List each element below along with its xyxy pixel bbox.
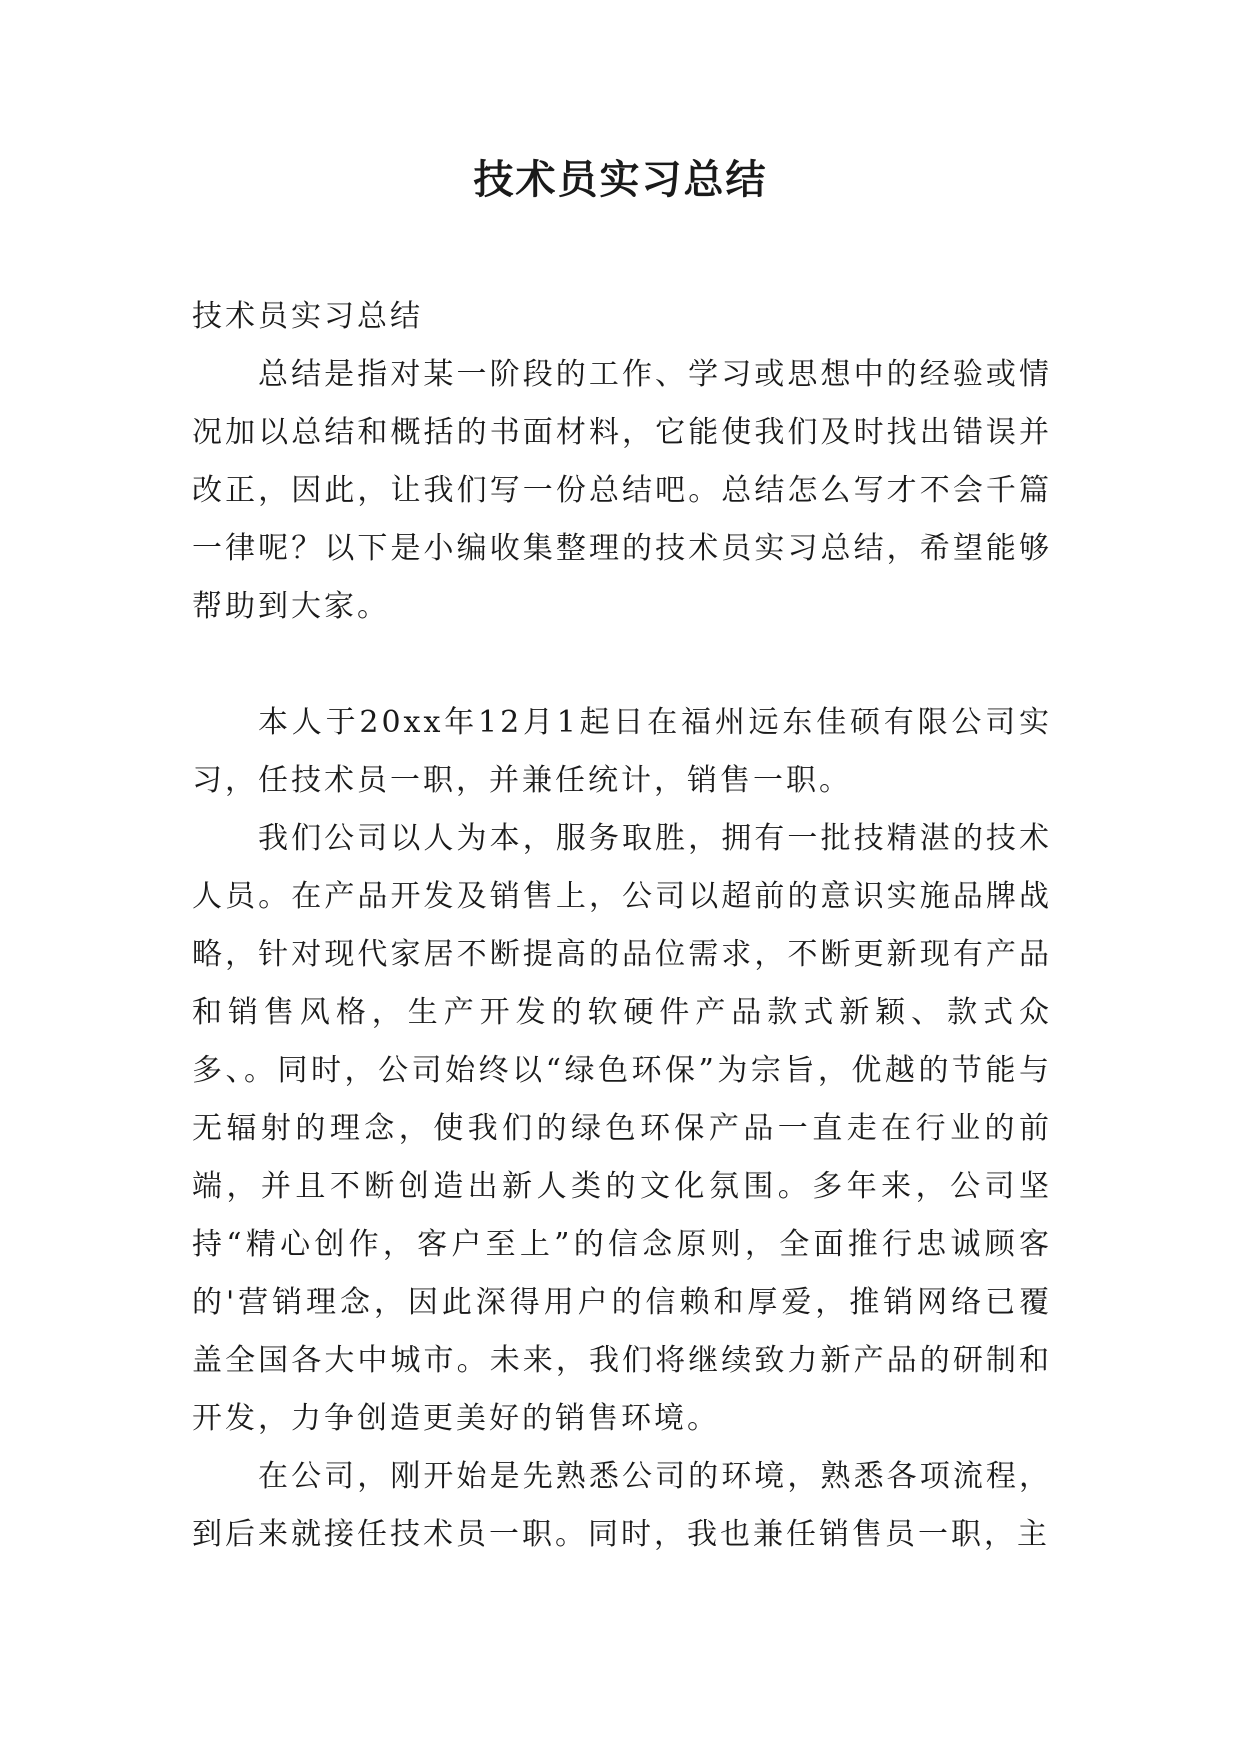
internship-paragraph: 本人于20xx年12月1起日在福州远东佳硕有限公司实习，任技术员一职，并兼任统计，销售一职。 xyxy=(192,705,1052,798)
company-paragraph: 我们公司以人为本，服务取胜，拥有一批技精湛的技术人员。在产品开发及销售上，公司以超前的意识实施品牌战略，针对现代家居不断提高的品位需求，不断更新现有产品和销售风格，生产开发的软硬件产品款式新颖、款式众多、。同时，公司始终以“绿色环保”为宗旨，优越的节能与无辐射的理念，使我们的绿色环保产品一直走在行业的前端，并且不断创造出新人类的文化氛围。多年来，公司坚持“精心创作，客户至上”的信念原则，全面推行忠诚顾客的'营销理念，因此深得用户的信赖和厚爱，推销网络已覆盖全国各大中城市。未来，我们将继续致力新产品的研制和开发，力争创造更美好的销售环境。 xyxy=(192,821,1052,1436)
work-paragraph: 在公司，刚开始是先熟悉公司的环境，熟悉各项流程，到后来就接任技术员一职。同时，我也兼任销售员一职，主 xyxy=(192,1459,1052,1552)
document-body xyxy=(192,288,1052,1564)
document-subheading: 技术员实习总结 xyxy=(192,299,423,334)
paragraph-gap xyxy=(192,636,1052,694)
intro-paragraph: 总结是指对某一阶段的工作、学习或思想中的经验或情况加以总结和概括的书面材料，它能使我们及时找出错误并改正，因此，让我们写一份总结吧。总结怎么写才不会千篇一律呢？以下是小编收集整理的技术员实习总结，希望能够帮助到大家。 xyxy=(192,357,1052,624)
document-title: 技术员实习总结 xyxy=(473,157,768,203)
